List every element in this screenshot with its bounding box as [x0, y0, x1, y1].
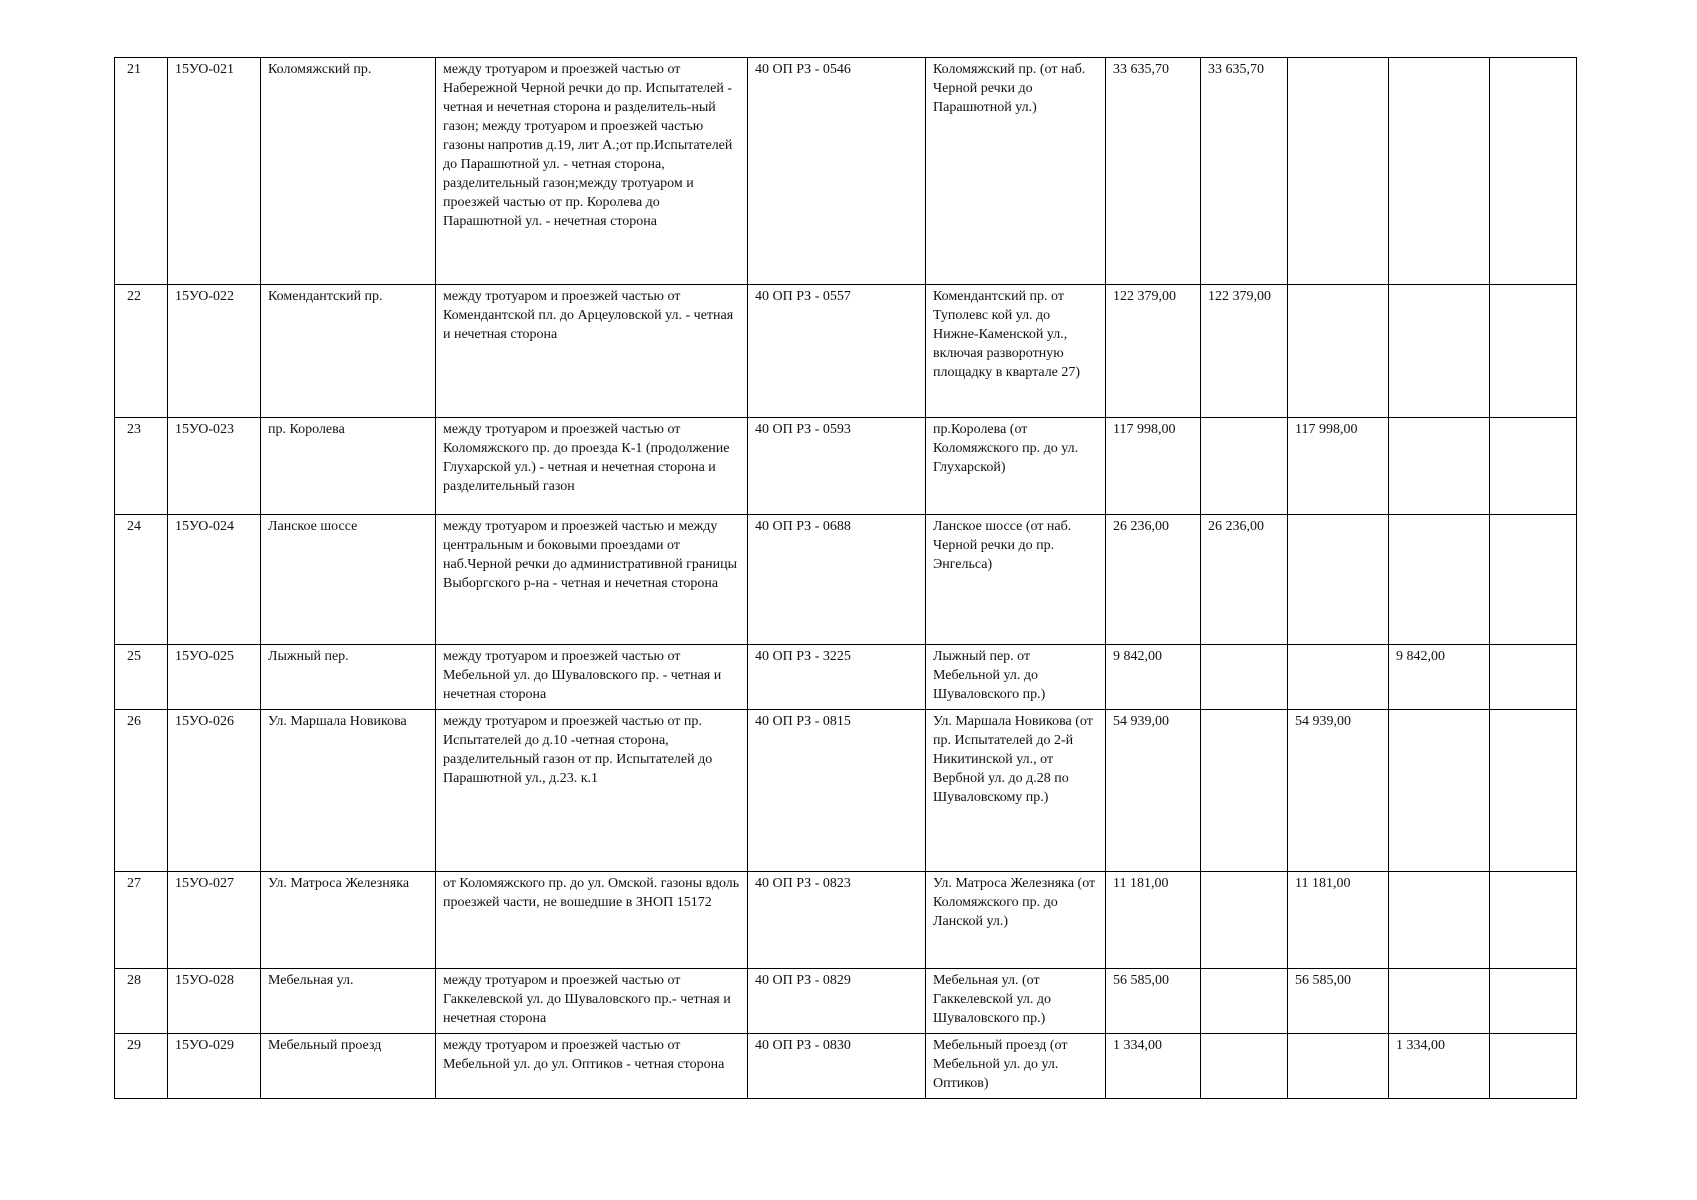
road-segment: пр.Королева (от Коломяжского пр. до ул. Глухарской)	[926, 418, 1106, 515]
road-id: 40 ОП РЗ - 0815	[748, 710, 926, 872]
row-number: 27	[115, 872, 168, 969]
area-col-3	[1389, 58, 1490, 285]
area-col-1: 33 635,70	[1201, 58, 1288, 285]
area-col-1	[1201, 710, 1288, 872]
road-id: 40 ОП РЗ - 0823	[748, 872, 926, 969]
area-col-1	[1201, 1034, 1288, 1099]
area-total: 122 379,00	[1106, 285, 1201, 418]
row-number: 25	[115, 645, 168, 710]
area-description: между тротуаром и проезжей частью и между центральным и боковыми проездами от наб.Черной речки до административной границы Выборгского р-на - четная и нечетная сторона	[436, 515, 748, 645]
area-description: между тротуаром и проезжей частью от Набережной Черной речки до пр. Испытателей - четная и нечетная сторона и разделитель-ный газон; между тротуаром и проезжей частью газоны напротив д.19, лит А.;от пр.Испытателей до Парашютной ул. - четная сторона, разделительный газон;между тротуаром и проезжей частью от пр. Королева до Парашютной ул. - нечетная сторона	[436, 58, 748, 285]
street-name: Комендантский пр.	[261, 285, 436, 418]
road-id: 40 ОП РЗ - 0593	[748, 418, 926, 515]
area-total: 117 998,00	[1106, 418, 1201, 515]
row-number: 28	[115, 969, 168, 1034]
street-name: Лыжный пер.	[261, 645, 436, 710]
table-row	[115, 710, 1577, 872]
road-id: 40 ОП РЗ - 0688	[748, 515, 926, 645]
row-number: 21	[115, 58, 168, 285]
object-code: 15УО-026	[168, 710, 261, 872]
street-name: Ул. Матроса Железняка	[261, 872, 436, 969]
area-total: 54 939,00	[1106, 710, 1201, 872]
area-total: 11 181,00	[1106, 872, 1201, 969]
area-col-4	[1490, 872, 1577, 969]
area-col-3: 9 842,00	[1389, 645, 1490, 710]
road-id: 40 ОП РЗ - 0546	[748, 58, 926, 285]
area-col-4	[1490, 58, 1577, 285]
area-description: между тротуаром и проезжей частью от Комендантской пл. до Арцеуловской ул. - четная и нечетная сторона	[436, 285, 748, 418]
road-segment: Мебельный проезд (от Мебельной ул. до ул. Оптиков)	[926, 1034, 1106, 1099]
area-col-3: 1 334,00	[1389, 1034, 1490, 1099]
area-col-2	[1288, 1034, 1389, 1099]
area-description: между тротуаром и проезжей частью от пр. Испытателей до д.10 -четная сторона, разделительный газон от пр. Испытателей до Парашютной ул., д.23. к.1	[436, 710, 748, 872]
area-description: между тротуаром и проезжей частью от Мебельной ул. до Шуваловского пр. - четная и нечетная сторона	[436, 645, 748, 710]
area-col-3	[1389, 418, 1490, 515]
area-description: между тротуаром и проезжей частью от Гаккелевской ул. до Шуваловского пр.- четная и нечетная сторона	[436, 969, 748, 1034]
row-number: 22	[115, 285, 168, 418]
street-name: пр. Королева	[261, 418, 436, 515]
table-row	[115, 285, 1577, 418]
area-col-4	[1490, 418, 1577, 515]
table-row	[115, 645, 1577, 710]
street-name: Мебельная ул.	[261, 969, 436, 1034]
area-col-1: 122 379,00	[1201, 285, 1288, 418]
area-col-2: 54 939,00	[1288, 710, 1389, 872]
row-number: 29	[115, 1034, 168, 1099]
area-total: 26 236,00	[1106, 515, 1201, 645]
area-col-2: 11 181,00	[1288, 872, 1389, 969]
area-col-1	[1201, 418, 1288, 515]
road-id: 40 ОП РЗ - 0830	[748, 1034, 926, 1099]
road-segment: Ул. Матроса Железняка (от Коломяжского пр. до Ланской ул.)	[926, 872, 1106, 969]
street-name: Коломяжский пр.	[261, 58, 436, 285]
object-code: 15УО-025	[168, 645, 261, 710]
area-col-4	[1490, 710, 1577, 872]
greenery-register-table	[114, 57, 1577, 1099]
row-number: 23	[115, 418, 168, 515]
area-description: между тротуаром и проезжей частью от Мебельной ул. до ул. Оптиков - четная сторона	[436, 1034, 748, 1099]
area-col-1	[1201, 645, 1288, 710]
area-col-2: 56 585,00	[1288, 969, 1389, 1034]
object-code: 15УО-028	[168, 969, 261, 1034]
object-code: 15УО-027	[168, 872, 261, 969]
object-code: 15УО-024	[168, 515, 261, 645]
street-name: Ланское шоссе	[261, 515, 436, 645]
area-col-3	[1389, 872, 1490, 969]
road-segment: Лыжный пер. от Мебельной ул. до Шуваловского пр.)	[926, 645, 1106, 710]
road-segment: Ланское шоссе (от наб. Черной речки до пр. Энгельса)	[926, 515, 1106, 645]
area-col-2	[1288, 58, 1389, 285]
road-segment: Коломяжский пр. (от наб. Черной речки до Парашютной ул.)	[926, 58, 1106, 285]
road-segment: Ул. Маршала Новикова (от пр. Испытателей до 2-й Никитинской ул., от Вербной ул. до д.28 по Шуваловскому пр.)	[926, 710, 1106, 872]
table-row	[115, 872, 1577, 969]
area-col-4	[1490, 285, 1577, 418]
area-description: между тротуаром и проезжей частью от Коломяжского пр. до проезда К-1 (продолжение Глухарской ул.) - четная и нечетная сторона и разделительный газон	[436, 418, 748, 515]
area-col-2	[1288, 285, 1389, 418]
area-col-3	[1389, 710, 1490, 872]
area-total: 9 842,00	[1106, 645, 1201, 710]
street-name: Ул. Маршала Новикова	[261, 710, 436, 872]
row-number: 26	[115, 710, 168, 872]
road-segment: Мебельная ул. (от Гаккелевской ул. до Шуваловского пр.)	[926, 969, 1106, 1034]
road-segment: Комендантский пр. от Туполевс кой ул. до Нижне-Каменской ул., включая разворотную площадку в квартале 27)	[926, 285, 1106, 418]
road-id: 40 ОП РЗ - 0829	[748, 969, 926, 1034]
area-col-2	[1288, 515, 1389, 645]
table-row	[115, 969, 1577, 1034]
area-col-3	[1389, 285, 1490, 418]
area-col-4	[1490, 969, 1577, 1034]
object-code: 15УО-023	[168, 418, 261, 515]
object-code: 15УО-029	[168, 1034, 261, 1099]
area-col-1	[1201, 872, 1288, 969]
road-id: 40 ОП РЗ - 0557	[748, 285, 926, 418]
object-code: 15УО-022	[168, 285, 261, 418]
table-row	[115, 418, 1577, 515]
object-code: 15УО-021	[168, 58, 261, 285]
row-number: 24	[115, 515, 168, 645]
table-row	[115, 58, 1577, 285]
area-col-3	[1389, 969, 1490, 1034]
area-total: 1 334,00	[1106, 1034, 1201, 1099]
area-col-4	[1490, 515, 1577, 645]
table-row	[115, 515, 1577, 645]
area-col-4	[1490, 645, 1577, 710]
area-col-1: 26 236,00	[1201, 515, 1288, 645]
area-total: 33 635,70	[1106, 58, 1201, 285]
table-row	[115, 1034, 1577, 1099]
area-description: от Коломяжского пр. до ул. Омской. газоны вдоль проезжей части, не вошедшие в ЗНОП 15172	[436, 872, 748, 969]
street-name: Мебельный проезд	[261, 1034, 436, 1099]
area-col-2: 117 998,00	[1288, 418, 1389, 515]
area-total: 56 585,00	[1106, 969, 1201, 1034]
area-col-3	[1389, 515, 1490, 645]
area-col-4	[1490, 1034, 1577, 1099]
area-col-1	[1201, 969, 1288, 1034]
area-col-2	[1288, 645, 1389, 710]
road-id: 40 ОП РЗ - 3225	[748, 645, 926, 710]
